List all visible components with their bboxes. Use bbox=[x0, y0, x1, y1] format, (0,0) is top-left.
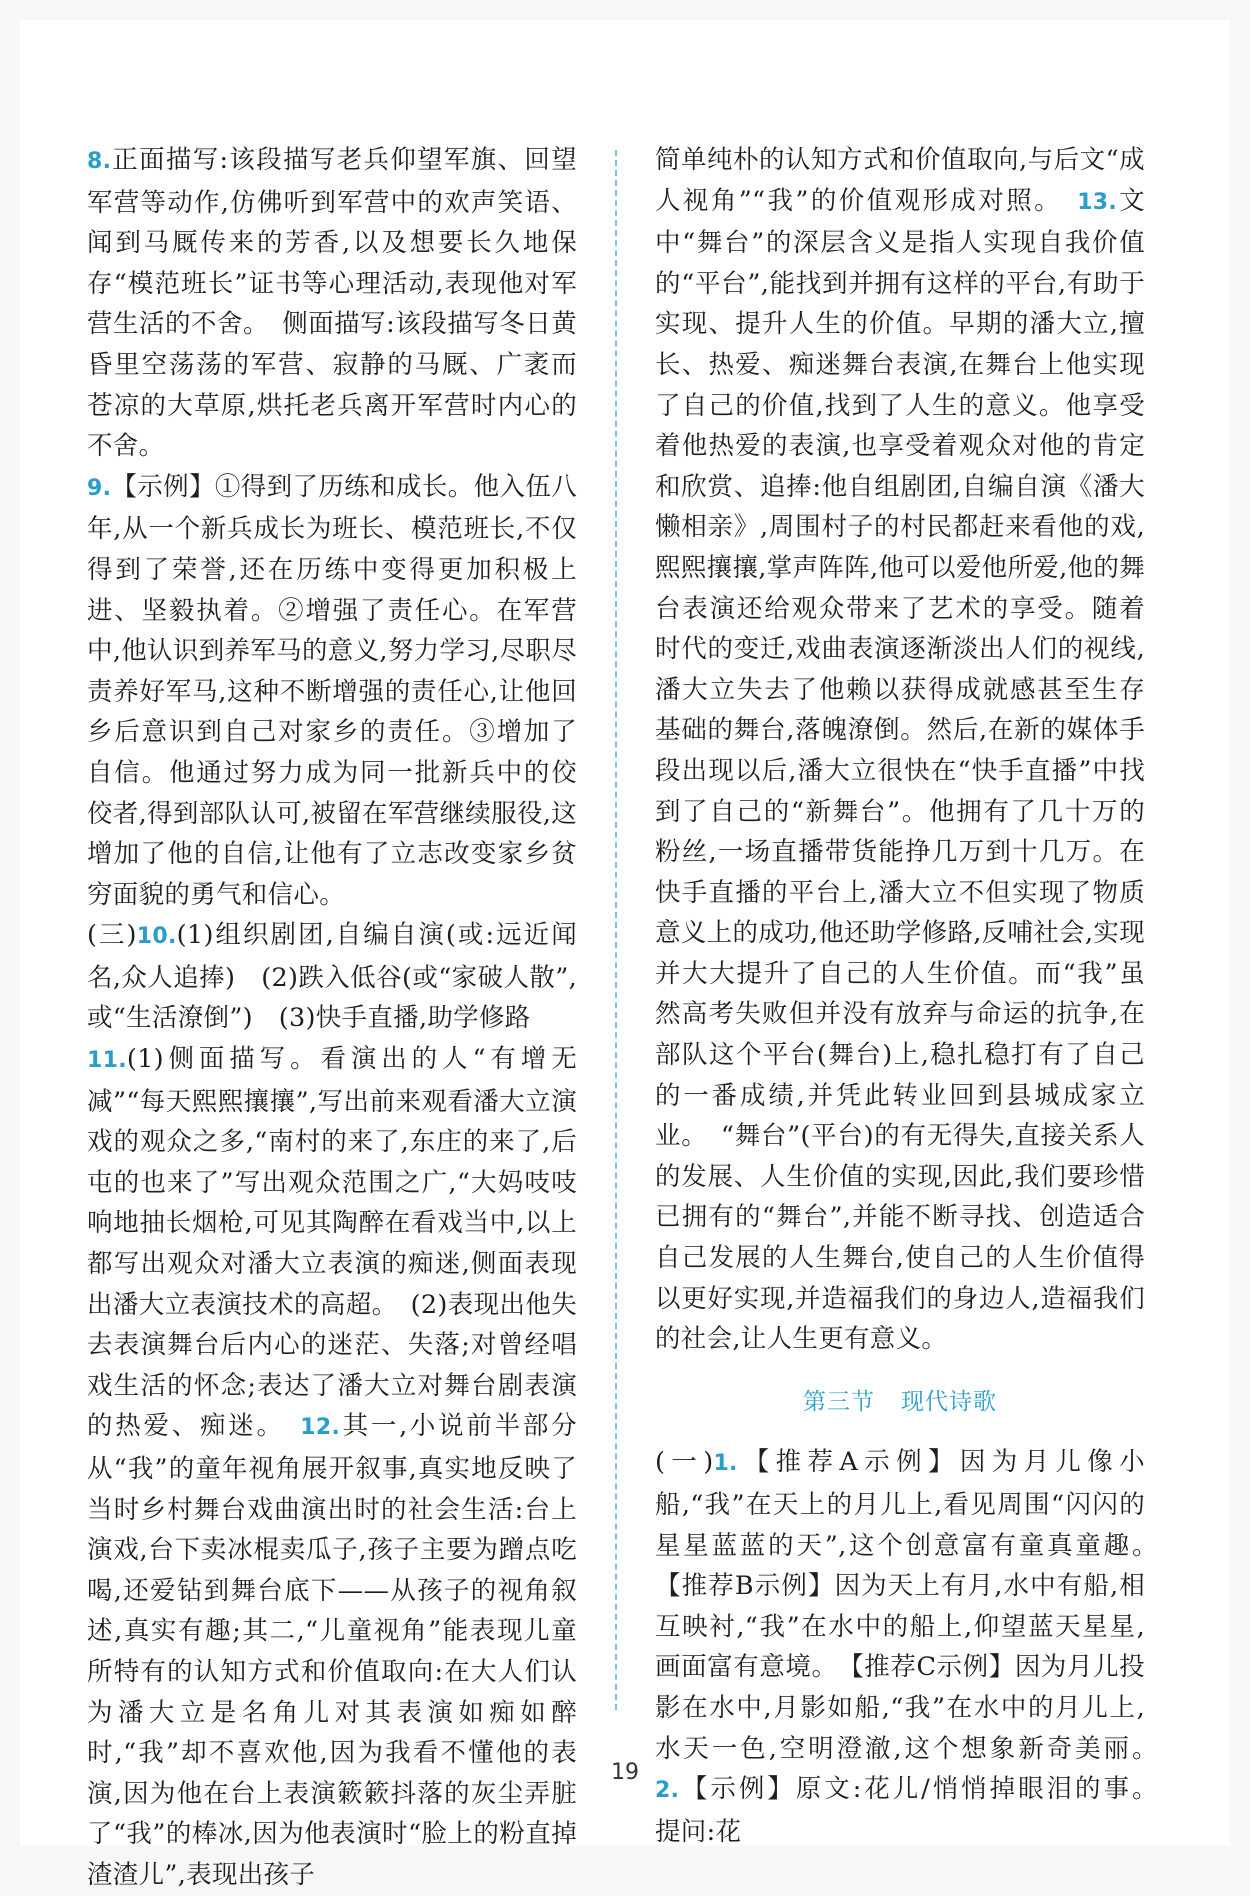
answer-12-continued bbox=[655, 140, 1145, 1360]
question-number: 1. bbox=[713, 1451, 738, 1477]
left-column bbox=[87, 140, 577, 1896]
answer-text-b: 【推荐B示例】因为天上有月,水中有船,相互映衬,“我”在水中的船上,仰望蓝天星星,画面富有意境。 bbox=[655, 1571, 1145, 1683]
answer-text: 简单纯朴的认知方式和价值取向,与后文“成人视角”“我”的价值观形成对照。 bbox=[655, 145, 1145, 216]
question-number: 2. bbox=[655, 1778, 680, 1804]
answer-text: 【示例】①得到了历练和成长。他入伍八年,从一个新兵成长为班长、模范班长,不仅得到了荣誉,还在历练中变得更加积极上进、坚毅执着。②增强了责任心。在军营中,他认识到养军马的意义,努力学习,尽职尽责养好军马,这种不断增强的责任心,让他回乡后意识到自己对家乡的责任。③增加了自信。他通过努力成为同一批新兵中的佼佼者,得到部队认可,被留在军营继续服役,这增加了他的自信,让他有了立志改变家乡贫穷面貌的勇气和信心。 bbox=[87, 471, 577, 910]
question-number: 12. bbox=[300, 1415, 341, 1441]
answer-8 bbox=[87, 140, 577, 467]
answer-text: 其一,小说前半部分从“我”的童年视角展开叙事,真实地反映了当时乡村舞台戏曲演出时的社会生活:台上演戏,台下卖冰棍卖瓜子,孩子主要为蹭点吃喝,还爱钻到舞台底下——从孩子的视角叙述,真实有趣;其二,“儿童视角”能表现儿童所特有的认知方式和价值取向:在大人们认为潘大立是名角儿对其表演如痴如醉时,“我”却不喜欢他,因为我看不懂他的表演,因为他在台上表演簌簌抖落的灰尘弄脏了“我”的棒冰,因为他表演时“脸上的粉直掉渣渣儿”,表现出孩子 bbox=[87, 1411, 577, 1890]
page-number: 19 bbox=[611, 1760, 639, 1785]
section-title: 现代诗歌 bbox=[901, 1388, 997, 1415]
answer-text-a: 【推荐A示例】因为月儿像小船,“我”在天上的月儿上,看见周围“闪闪的星星蓝蓝的天”,这个创意富有童真童趣。 bbox=[655, 1447, 1145, 1561]
answer-text-c: 【推荐C示例】因为月儿投影在水中,月影如船,“我”在水中的月儿上,水天一色,空明澄澈,这个想象新奇美丽。 bbox=[655, 1652, 1145, 1764]
question-number: 11. bbox=[87, 1048, 127, 1074]
column-divider bbox=[615, 150, 617, 1710]
section-heading bbox=[655, 1382, 1145, 1423]
answer-1 bbox=[655, 1442, 1171, 1852]
question-number: 8. bbox=[87, 149, 112, 174]
question-number: 13. bbox=[1077, 189, 1118, 215]
section-number: 第三节 bbox=[803, 1388, 875, 1415]
answer-text: 正面描写:该段描写老兵仰望军旗、回望军营等动作,仿佛听到军营中的欢声笑语、闻到马厩传来的芳香,以及想要长久地保存“模范班长”证书等心理活动,表现他对军营生活的不舍。 侧面描写:该段描写冬日黄昏里空荡荡的军营、寂静的马厩、广袤而苍凉的大草原,烘托老兵离开军营时内心的不舍。 bbox=[87, 145, 577, 462]
answer-text: 【示例】原文:花儿/悄悄掉眼泪的事。 提问:花 bbox=[655, 1774, 1171, 1847]
question-number: 10. bbox=[136, 924, 177, 950]
answer-10 bbox=[87, 915, 577, 1039]
part-label: (三) bbox=[87, 920, 137, 951]
part-label: (一) bbox=[655, 1447, 714, 1478]
question-number: 9. bbox=[87, 475, 112, 501]
answer-9 bbox=[87, 467, 577, 916]
answer-text: (1)侧面描写。看演出的人“有增无减”“每天熙熙攘攘”,写出前来观看潘大立演戏的观众之多,“南村的来了,东庄的来了,后屯的也来了”写出观众范围之广,“大妈吱吱响地抽长烟枪,可见其陶醉在看戏当中,以上都写出观众对潘大立表演的痴迷,侧面表现出潘大立表演技术的高超。 (2)表现出他失去表演舞台后内心的迷茫、失落;对曾经唱戏生活的怀念;表达了潘大立对舞台剧表演的热爱、痴迷。 bbox=[87, 1044, 577, 1442]
answer-text: 文中“舞台”的深层含义是指人实现自我价值的“平台”,能找到并拥有这样的平台,有助于实现、提升人生的价值。早期的潘大立,擅长、热爱、痴迷舞台表演,在舞台上他实现了自己的价值,找到了人生的意义。他享受着他热爱的表演,也享受着观众对他的肯定和欣赏、追捧:他自组剧团,自编自演《潘大懒相亲》,周围村子的村民都赶来看他的戏,熙熙攘攘,掌声阵阵,他可以爱他所爱,他的舞台表演还给观众带来了艺术的享受。随着时代的变迁,戏曲表演逐渐淡出人们的视线,潘大立失去了他赖以获得成就感甚至生存基础的舞台,落魄潦倒。然后,在新的媒体手段出现以后,潘大立很快在“快手直播”中找到了自己的“新舞台”。他拥有了几十万的粉丝,一场直播带货能挣几万到十几万。在快手直播的平台上,潘大立不但实现了物质意义上的成功,他还助学修路,反哺社会,实现并大大提升了自己的人生价值。而“我”虽然高考失败但并没有放弃与命运的抗争,在部队这个平台(舞台)上,稳扎稳打有了自己的一番成绩,并凭此转业回到县城成家立业。 “舞台”(平台)的有无得失,直接关系人的发展、人生价值的实现,因此,我们要珍惜已拥有的“舞台”,并能不断寻找、创造适合自己发展的人生舞台,使自己的人生价值得以更好实现,并造福我们的身边人,造福我们的社会,让人生更有意义。 bbox=[655, 185, 1145, 1355]
right-column bbox=[655, 140, 1171, 1852]
answer-text: (1)组织剧团,自编自演(或:远近闻名,众人追捧) (2)跌入低谷(或“家破人散”,或“生活潦倒”) (3)快手直播,助学修路 bbox=[87, 920, 577, 1034]
